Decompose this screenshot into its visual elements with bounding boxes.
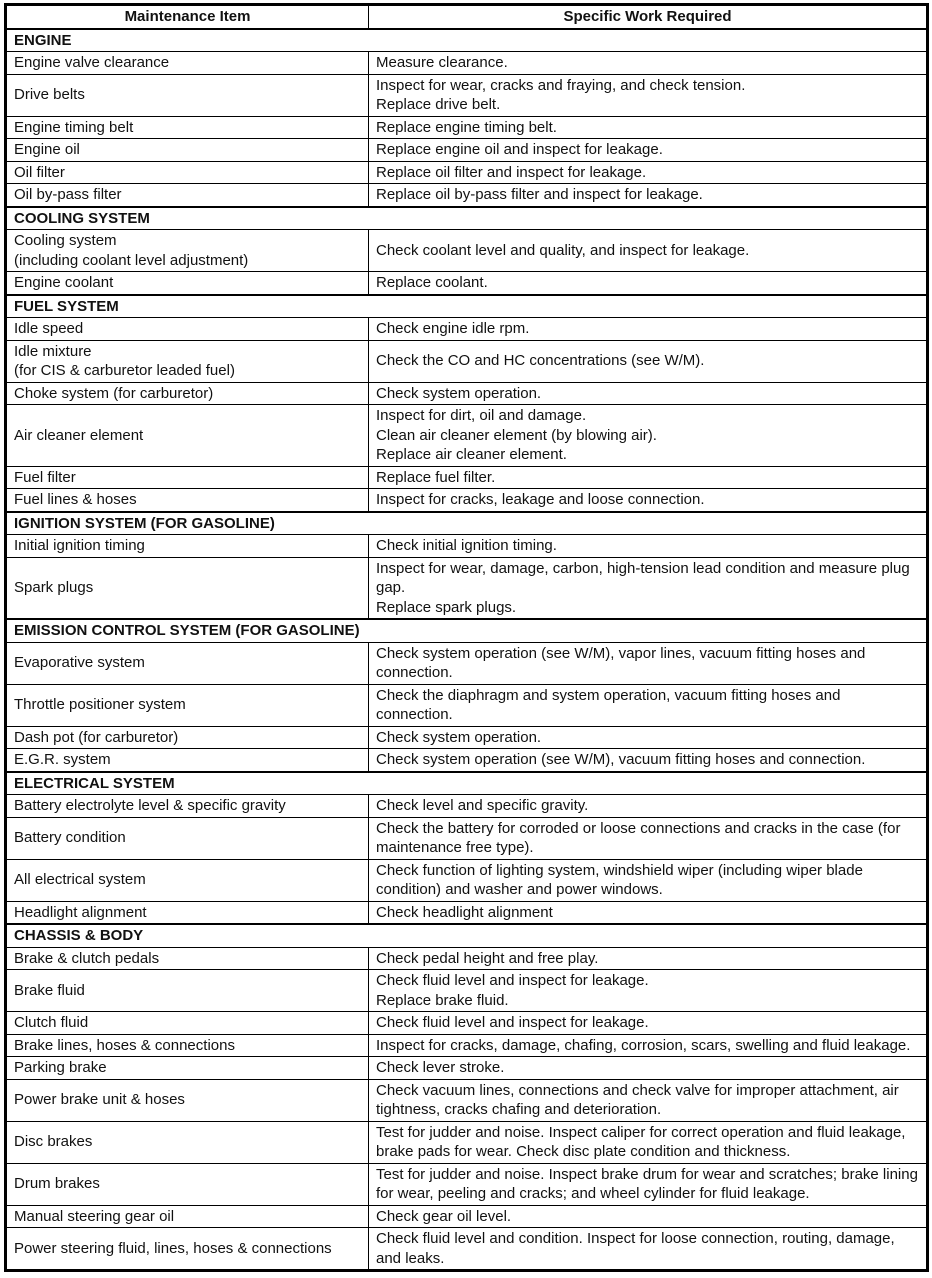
section-label: ELECTRICAL SYSTEM — [6, 772, 928, 795]
maintenance-item-cell — [6, 1228, 369, 1271]
maintenance-item-cell — [6, 970, 369, 1012]
work-required-cell — [369, 749, 928, 772]
maintenance-item-cell — [6, 230, 369, 272]
maintenance-item-text: Throttle positioner system — [14, 696, 186, 714]
maintenance-item-text: Parking brake — [14, 1059, 107, 1076]
work-required-text: Check gear oil level. — [376, 1207, 512, 1225]
work-required-text: Inspect for wear, cracks and fraying, and check tension. — [376, 76, 746, 94]
work-required-cell — [369, 184, 928, 207]
work-required-cell — [369, 340, 928, 382]
work-required-cell — [369, 901, 928, 924]
table-row — [6, 405, 928, 467]
maintenance-item-cell — [6, 642, 369, 684]
maintenance-item-text: Drive belts — [14, 86, 85, 104]
table-row — [6, 116, 928, 139]
section-row — [6, 619, 928, 642]
maintenance-item-cell — [6, 557, 369, 619]
maintenance-item-text: Engine valve clearance — [14, 54, 170, 71]
maintenance-item-text: Fuel filter — [14, 468, 76, 486]
work-required-text: Check system operation (see W/M), vapor lines, vacuum fitting hoses and connection. — [376, 644, 866, 681]
section-label: ENGINE — [6, 29, 928, 52]
table-row — [6, 52, 928, 75]
work-required-text: Replace oil by-pass filter and inspect for leakage. — [376, 186, 703, 203]
maintenance-item-text: Headlight alignment — [14, 903, 147, 921]
work-required-cell — [369, 230, 928, 272]
work-required-cell — [369, 382, 928, 405]
table-row — [6, 272, 928, 295]
maintenance-item-text: Power steering fluid, lines, hoses & connections — [14, 1239, 332, 1257]
maintenance-item-text: Engine oil — [14, 141, 80, 158]
work-required-cell — [369, 859, 928, 901]
maintenance-item-cell — [6, 859, 369, 901]
work-required-text: Check lever stroke. — [376, 1059, 505, 1076]
work-required-cell — [369, 535, 928, 558]
maintenance-item-text: Manual steering gear oil — [14, 1207, 175, 1225]
work-required-cell — [369, 1057, 928, 1080]
maintenance-item-text: Idle mixture — [14, 342, 92, 360]
section-row — [6, 295, 928, 318]
maintenance-item-cell — [6, 947, 369, 970]
maintenance-item-text: Choke system (for carburetor) — [14, 384, 214, 402]
table-row — [6, 795, 928, 818]
section-label: CHASSIS & BODY — [6, 924, 928, 947]
work-required-text: Replace engine oil and inspect for leakage. — [376, 141, 663, 158]
work-required-cell — [369, 161, 928, 184]
section-label: COOLING SYSTEM — [6, 207, 928, 230]
table-row — [6, 184, 928, 207]
maintenance-item-text: Oil filter — [14, 163, 65, 181]
work-required-text: Check the diaphragm and system operation, vacuum fitting hoses and connection. — [376, 686, 841, 723]
table-row — [6, 859, 928, 901]
table-row — [6, 817, 928, 859]
work-required-text: Check initial ignition timing. — [376, 537, 557, 554]
work-required-text: Check pedal height and free play. — [376, 949, 599, 967]
work-required-text: Check coolant level and quality, and inspect for leakage. — [376, 241, 750, 259]
work-required-cell — [369, 726, 928, 749]
table-row — [6, 557, 928, 619]
work-required-cell — [369, 489, 928, 512]
work-required-cell — [369, 74, 928, 116]
table-row — [6, 74, 928, 116]
table-row — [6, 684, 928, 726]
work-required-cell — [369, 1228, 928, 1271]
work-required-cell — [369, 1205, 928, 1228]
maintenance-item-text: Drum brakes — [14, 1175, 100, 1193]
work-required-cell — [369, 1034, 928, 1057]
table-row — [6, 318, 928, 341]
section-label: IGNITION SYSTEM (FOR GASOLINE) — [6, 512, 928, 535]
maintenance-item-text: Dash pot (for carburetor) — [14, 728, 179, 746]
table-header — [6, 5, 928, 29]
table-row — [6, 1034, 928, 1057]
work-required-text: Check vacuum lines, connections and check valve for improper attachment, air tightness, cracks chafing and deterioration. — [376, 1081, 899, 1118]
maintenance-item-cell — [6, 139, 369, 162]
maintenance-item-text: Power brake unit & hoses — [14, 1091, 185, 1109]
work-required-cell — [369, 116, 928, 139]
work-required-text: Inspect for cracks, damage, chafing, corrosion, scars, swelling and fluid leakage. — [376, 1036, 911, 1054]
work-required-cell — [369, 466, 928, 489]
work-required-text: Check function of lighting system, windshield wiper (including wiper blade condition) and washer and power windows. — [376, 861, 863, 898]
work-required-text: Inspect for dirt, oil and damage. — [376, 407, 587, 424]
table-row — [6, 161, 928, 184]
work-required-text: Check the CO and HC concentrations (see W/M). — [376, 352, 705, 370]
section-label: EMISSION CONTROL SYSTEM (FOR GASOLINE) — [6, 619, 928, 642]
maintenance-item-cell — [6, 52, 369, 75]
work-required-text: Measure clearance. — [376, 54, 508, 71]
work-required-cell — [369, 557, 928, 619]
maintenance-item-cell — [6, 74, 369, 116]
maintenance-item-text: Brake fluid — [14, 981, 85, 999]
maintenance-item-text: Air cleaner element — [14, 426, 144, 444]
work-required-cell — [369, 1079, 928, 1121]
maintenance-item-cell — [6, 405, 369, 467]
table-row — [6, 1012, 928, 1035]
maintenance-item-text: Brake & clutch pedals — [14, 949, 160, 967]
header-specific-work-required: Specific Work Required — [369, 5, 928, 29]
maintenance-item-text: Idle speed — [14, 320, 84, 337]
maintenance-item-cell — [6, 1057, 369, 1080]
work-required-text: Check engine idle rpm. — [376, 320, 530, 337]
maintenance-schedule-table — [4, 3, 929, 1272]
maintenance-item-text: Brake lines, hoses & connections — [14, 1036, 235, 1054]
work-required-cell — [369, 795, 928, 818]
work-required-cell — [369, 1121, 928, 1163]
table-row — [6, 466, 928, 489]
work-required-text: Inspect for wear, damage, carbon, high-tension lead condition and measure plug gap. — [376, 559, 910, 596]
maintenance-item-cell — [6, 901, 369, 924]
table-row — [6, 489, 928, 512]
section-row — [6, 29, 928, 52]
work-required-text: Clean air cleaner element (by blowing air). — [376, 426, 657, 444]
maintenance-item-text: All electrical system — [14, 871, 146, 889]
work-required-text: Replace oil filter and inspect for leakage. — [376, 163, 647, 181]
maintenance-item-cell — [6, 1205, 369, 1228]
work-required-text: Replace spark plugs. — [376, 598, 517, 616]
maintenance-item-cell — [6, 382, 369, 405]
maintenance-item-cell — [6, 749, 369, 772]
table-row — [6, 1057, 928, 1080]
maintenance-item-cell — [6, 161, 369, 184]
maintenance-item-cell — [6, 535, 369, 558]
table-row — [6, 382, 928, 405]
maintenance-item-text: Clutch fluid — [14, 1014, 89, 1031]
maintenance-item-text: Disc brakes — [14, 1133, 93, 1151]
maintenance-item-text: Spark plugs — [14, 579, 94, 596]
work-required-text: Check level and specific gravity. — [376, 797, 589, 814]
table-row — [6, 1205, 928, 1228]
work-required-text: Inspect for cracks, leakage and loose connection. — [376, 491, 705, 508]
maintenance-item-cell — [6, 1034, 369, 1057]
maintenance-item-text: Battery electrolyte level & specific gravity — [14, 797, 286, 814]
maintenance-item-cell — [6, 116, 369, 139]
maintenance-item-text: Initial ignition timing — [14, 537, 145, 554]
table-row — [6, 535, 928, 558]
work-required-cell — [369, 684, 928, 726]
work-required-cell — [369, 1163, 928, 1205]
work-required-cell — [369, 139, 928, 162]
work-required-cell — [369, 947, 928, 970]
maintenance-item-text: Oil by-pass filter — [14, 186, 122, 203]
maintenance-item-text: (for CIS & carburetor leaded fuel) — [14, 362, 235, 379]
work-required-text: Replace brake fluid. — [376, 991, 509, 1009]
work-required-text: Test for judder and noise. Inspect brake drum for wear and scratches; brake lining for wear, peeling and cracks; and wheel cylinder for fluid leakage. — [376, 1165, 918, 1202]
table-row — [6, 642, 928, 684]
work-required-text: Check system operation. — [376, 384, 542, 402]
work-required-text: Check fluid level and inspect for leakage. — [376, 972, 649, 989]
maintenance-item-cell — [6, 489, 369, 512]
table-row — [6, 1228, 928, 1271]
header-row — [6, 5, 928, 29]
work-required-text: Replace air cleaner element. — [376, 446, 567, 463]
maintenance-item-text: Battery condition — [14, 829, 126, 847]
maintenance-item-cell — [6, 684, 369, 726]
table-row — [6, 139, 928, 162]
maintenance-item-text: Engine coolant — [14, 274, 114, 291]
work-required-text: Check fluid level and condition. Inspect for loose connection, routing, damage, and leaks. — [376, 1230, 895, 1267]
section-label: FUEL SYSTEM — [6, 295, 928, 318]
maintenance-item-text: (including coolant level adjustment) — [14, 251, 249, 269]
work-required-text: Check headlight alignment — [376, 903, 553, 921]
work-required-cell — [369, 642, 928, 684]
work-required-text: Check system operation (see W/M), vacuum fitting hoses and connection. — [376, 751, 866, 768]
maintenance-item-text: Evaporative system — [14, 654, 145, 672]
work-required-text: Check fluid level and inspect for leakage. — [376, 1014, 649, 1031]
maintenance-item-cell — [6, 1012, 369, 1035]
section-row — [6, 772, 928, 795]
work-required-cell — [369, 318, 928, 341]
work-required-cell — [369, 52, 928, 75]
work-required-text: Replace fuel filter. — [376, 468, 496, 486]
work-required-text: Replace engine timing belt. — [376, 118, 557, 136]
table-row — [6, 230, 928, 272]
section-row — [6, 207, 928, 230]
maintenance-item-cell — [6, 184, 369, 207]
work-required-text: Check the battery for corroded or loose connections and cracks in the case (for maintenance free type). — [376, 819, 901, 856]
maintenance-item-cell — [6, 726, 369, 749]
section-row — [6, 924, 928, 947]
work-required-cell — [369, 1012, 928, 1035]
table-row — [6, 1079, 928, 1121]
table-row — [6, 1163, 928, 1205]
header-maintenance-item: Maintenance Item — [6, 5, 369, 29]
maintenance-item-cell — [6, 1121, 369, 1163]
maintenance-item-cell — [6, 1079, 369, 1121]
work-required-cell — [369, 272, 928, 295]
table-row — [6, 726, 928, 749]
table-row — [6, 970, 928, 1012]
work-required-text: Replace drive belt. — [376, 96, 501, 113]
work-required-cell — [369, 970, 928, 1012]
maintenance-item-cell — [6, 1163, 369, 1205]
table-row — [6, 901, 928, 924]
work-required-text: Check system operation. — [376, 728, 542, 746]
maintenance-item-text: Engine timing belt — [14, 118, 134, 136]
maintenance-item-cell — [6, 817, 369, 859]
table-row — [6, 1121, 928, 1163]
maintenance-item-cell — [6, 272, 369, 295]
maintenance-item-cell — [6, 795, 369, 818]
table-row — [6, 340, 928, 382]
maintenance-item-cell — [6, 318, 369, 341]
table-row — [6, 947, 928, 970]
maintenance-item-cell — [6, 466, 369, 489]
maintenance-item-cell — [6, 340, 369, 382]
maintenance-item-text: E.G.R. system — [14, 751, 111, 768]
work-required-cell — [369, 817, 928, 859]
work-required-text: Test for judder and noise. Inspect caliper for correct operation and fluid leakage, brake pads for wear. Check disc plate condition and thickness. — [376, 1123, 906, 1160]
maintenance-item-text: Cooling system — [14, 232, 117, 249]
work-required-cell — [369, 405, 928, 467]
work-required-text: Replace coolant. — [376, 274, 488, 291]
table-body — [6, 29, 928, 1271]
table-row — [6, 749, 928, 772]
maintenance-item-text: Fuel lines & hoses — [14, 491, 137, 508]
section-row — [6, 512, 928, 535]
